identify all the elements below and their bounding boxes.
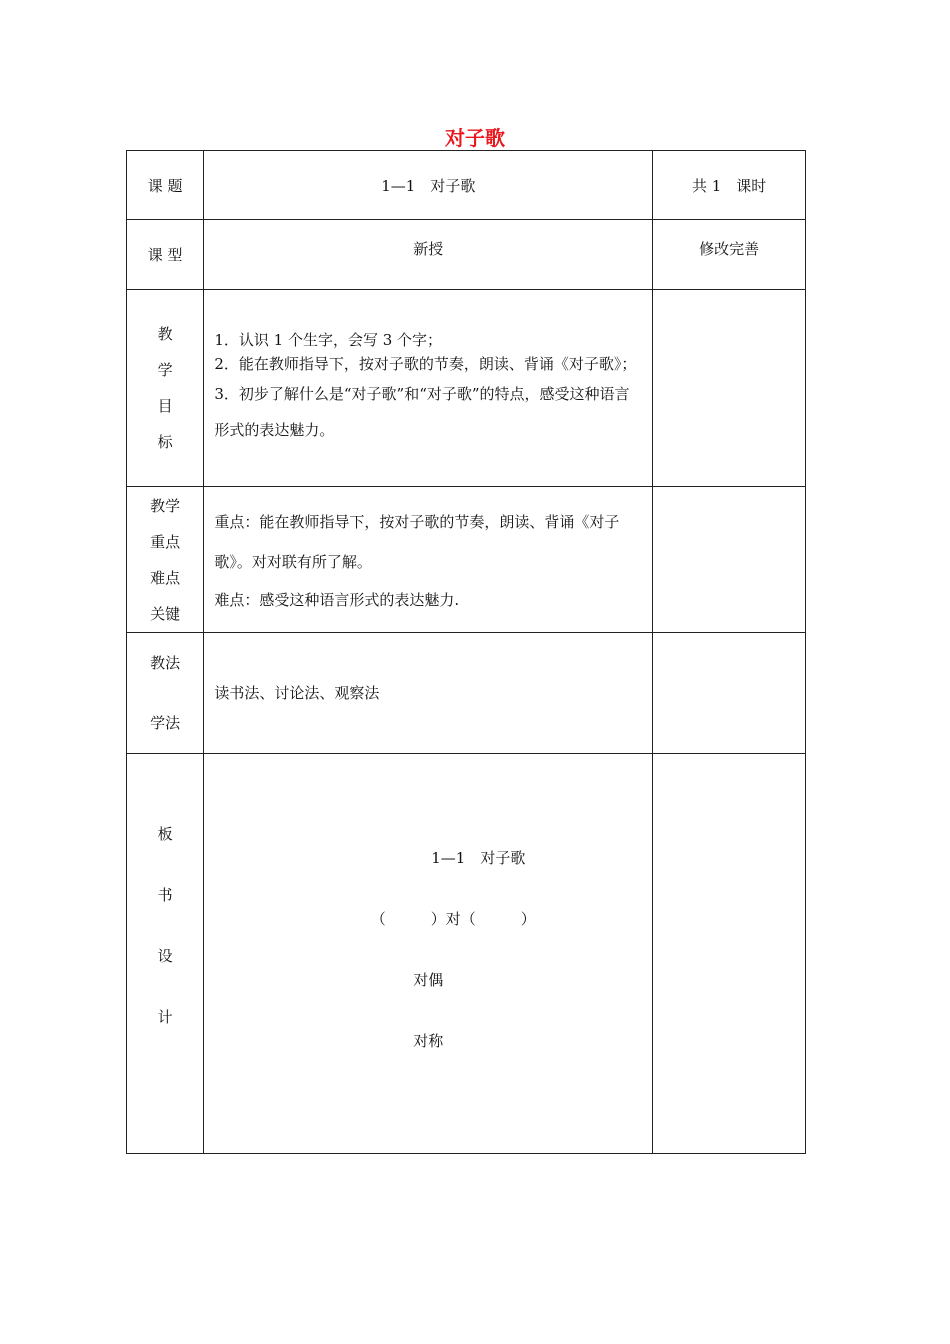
goals-label-char: 目: [157, 397, 173, 415]
board-line-duichen: 对称: [413, 1032, 444, 1050]
document-title: 对子歌: [445, 126, 505, 150]
board-line-duiou: 对偶: [413, 971, 444, 989]
row-methods: [127, 633, 806, 754]
row-topic: [127, 151, 806, 220]
goals-label-char: 教: [157, 325, 173, 343]
goal-line: 2．能在教师指导下，按对子歌的节奏，朗读、背诵《对子歌》；: [214, 355, 637, 373]
type-label: 课 型: [127, 220, 204, 290]
topic-hours: 共 1 课时: [653, 151, 806, 220]
goals-label-char: 标: [157, 433, 173, 451]
board-revision: [653, 754, 806, 1154]
key-points-label-text: 关键: [150, 604, 181, 623]
key-points-label-text: 难点: [150, 568, 181, 587]
goal-line: 1．认识 1 个生字，会写 3 个字；: [214, 331, 443, 349]
key-points-content: [204, 487, 653, 633]
board-label-char: 板: [157, 825, 173, 843]
row-key-points: [127, 487, 806, 633]
board-label: [127, 754, 204, 1154]
row-board-design: [127, 754, 806, 1154]
lesson-plan-table: [126, 150, 806, 1154]
revision-header: 修改完善: [653, 220, 806, 290]
goal-line: 3．初步了解什么是“对子歌”和“对子歌”的特点，感受这种语言形式的表达魅力。: [214, 385, 630, 439]
goals-label: [127, 290, 204, 487]
board-label-char: 书: [157, 886, 173, 904]
key-points-revision: [653, 487, 806, 633]
topic-label: 课 题: [127, 151, 204, 220]
methods-label: [127, 633, 204, 754]
board-label-char: 计: [157, 1008, 173, 1026]
board-label-char: 设: [157, 947, 173, 965]
methods-label-text: 教法: [150, 654, 181, 672]
goals-content: [204, 290, 653, 487]
key-point-line: 重点：能在教师指导下，按对子歌的节奏，朗读、背诵《对子歌》。对对联有所了解。: [214, 512, 620, 571]
difficulty-line: 难点：感受这种语言形式的表达魅力.: [214, 590, 460, 609]
row-type: [127, 220, 806, 290]
board-line-title: 1—1 对子歌: [431, 849, 526, 867]
key-points-label-text: 教学: [150, 496, 181, 515]
board-line-pair: （ ）对（ ）: [370, 910, 536, 928]
goals-label-char: 学: [157, 361, 173, 379]
methods-revision: [653, 633, 806, 754]
methods-label-text: 学法: [150, 714, 181, 732]
methods-content: 读书法、讨论法、观察法: [204, 633, 653, 754]
board-content: [204, 754, 653, 1154]
type-value: 新授: [204, 220, 653, 290]
goals-revision: [653, 290, 806, 487]
topic-value: 1—1 对子歌: [204, 151, 653, 220]
row-goals: [127, 290, 806, 487]
key-points-label-text: 重点: [150, 532, 181, 551]
key-points-label: [127, 487, 204, 633]
